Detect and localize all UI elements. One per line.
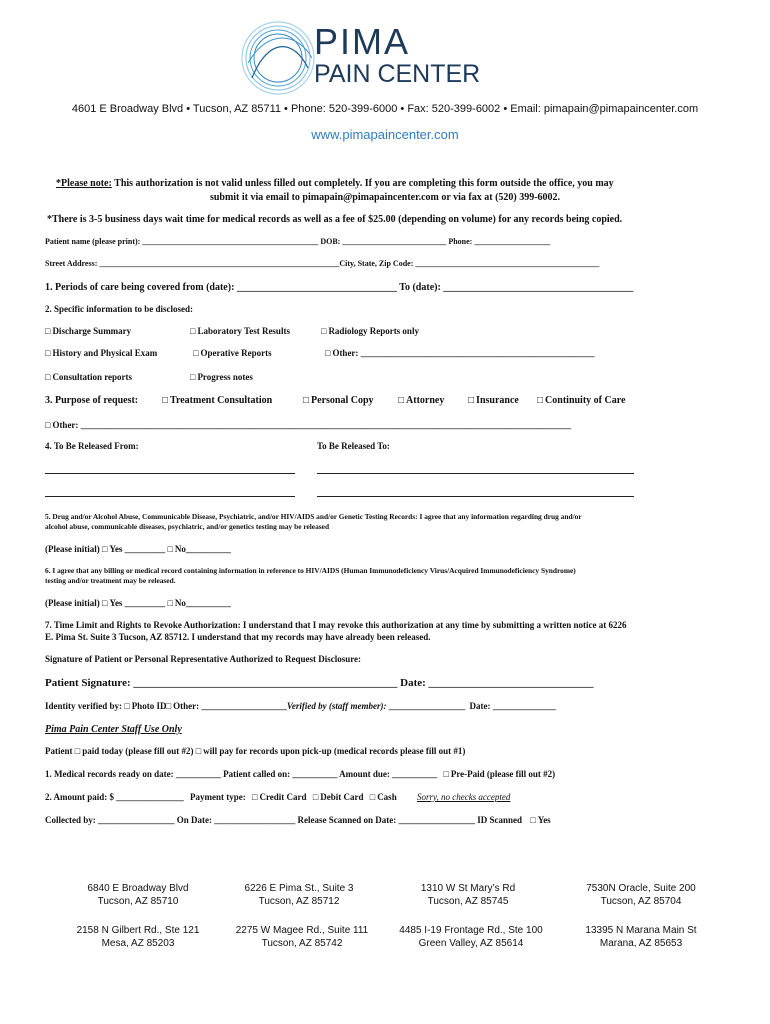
section5-no-checkbox[interactable]: □ No__________ [167, 544, 230, 554]
office-address: 2275 W Magee Rd., Suite 111 [235, 925, 369, 936]
id-scanned-yes-checkbox[interactable]: □ Yes [530, 815, 550, 825]
amount-paid-field[interactable]: 2. Amount paid: $ _______________ [45, 792, 184, 802]
section7-text-line2: E. Pima St. Suite 3 Tucson, AZ 85712. I understand that my records may have already been released. [45, 632, 431, 642]
office-address: 13395 N Marana Main St [585, 925, 697, 936]
office-city: Tucson, AZ 85742 [261, 938, 343, 949]
please-note-line2: submit it via email to pimapain@pimapaincenter.com or via fax at (520) 399-6002. [209, 192, 561, 203]
section6-no-checkbox[interactable]: □ No__________ [167, 598, 230, 608]
released-to-line-2[interactable] [317, 496, 634, 497]
street-address-line[interactable]: Street Address: ____________________________________________________________City, State, Zip Code: ______________________________________________ [45, 259, 600, 268]
staff-patient-label: Patient [45, 746, 73, 756]
checkbox-laboratory-results[interactable]: □ Laboratory Test Results [190, 326, 290, 336]
paid-today-checkbox[interactable]: □ paid today (please fill out #2) [75, 746, 194, 756]
office-location [50, 924, 226, 950]
checkbox-history-physical[interactable]: □ History and Physical Exam [45, 348, 157, 358]
checkbox-other-info[interactable]: □ Other: ____________________________________________________ [325, 348, 595, 358]
office-address: 6840 E Broadway Blvd [87, 883, 189, 894]
signature-heading: Signature of Patient or Personal Representative Authorized to Request Disclosure: [45, 654, 362, 664]
section5-initial-row [45, 544, 231, 554]
office-location [58, 882, 218, 908]
checkbox-discharge-summary[interactable]: □ Discharge Summary [45, 326, 131, 336]
checkbox-radiology-reports[interactable]: □ Radiology Reports only [321, 326, 419, 336]
office-city: Tucson, AZ 85710 [97, 896, 179, 907]
staff-line1-row [45, 769, 555, 779]
checkbox-personal-copy[interactable]: □ Personal Copy [303, 395, 374, 406]
periods-of-care-line[interactable]: 1. Periods of care being covered from (date): ________________________________ To (date): ______________________________________ [45, 282, 634, 293]
checkbox-progress-notes[interactable]: □ Progress notes [190, 372, 253, 382]
specific-info-title: 2. Specific information to be disclosed: [45, 304, 193, 314]
prepaid-checkbox[interactable]: □ Pre-Paid (please fill out #2) [443, 769, 555, 779]
please-note-line1 [56, 178, 614, 189]
office-address: 4485 I-19 Frontage Rd., Ste 100 [399, 925, 543, 936]
photo-id-checkbox[interactable]: □ Photo ID [124, 701, 166, 711]
staff-payment-row [45, 792, 510, 802]
office-location [388, 882, 548, 908]
staff-patient-row [45, 746, 465, 756]
office-location [561, 882, 721, 908]
office-city: Green Valley, AZ 85614 [418, 938, 524, 949]
checkbox-treatment-consultation[interactable]: □ Treatment Consultation [162, 395, 272, 406]
please-note-text: This authorization is not valid unless filled out completely. If you are completing this form outside the office, you may [111, 178, 614, 189]
released-from-label: 4. To Be Released From: [45, 441, 139, 451]
checkbox-other-purpose[interactable]: □ Other: _____________________________________________________________________________________________________________ [45, 420, 571, 430]
section6-text-line2: testing and/or treatment may be released. [45, 576, 176, 585]
released-to-label: To Be Released To: [317, 441, 390, 451]
checkbox-attorney[interactable]: □ Attorney [398, 395, 444, 406]
logo [238, 20, 500, 98]
logo-circle-icon [238, 18, 318, 98]
checkbox-consultation-reports[interactable]: □ Consultation reports [45, 372, 132, 382]
office-city: Marana, AZ 85653 [599, 938, 683, 949]
checkbox-continuity-of-care[interactable]: □ Continuity of Care [537, 395, 625, 406]
logo-subtitle: PAIN CENTER [314, 60, 481, 88]
office-city: Mesa, AZ 85203 [101, 938, 175, 949]
office-address: 6226 E Pima St., Suite 3 [244, 883, 354, 894]
office-address: 2158 N Gilbert Rd., Ste 121 [76, 925, 200, 936]
website-link[interactable] [0, 127, 770, 142]
section6-initial-label: (Please initial) [45, 598, 100, 608]
office-location [383, 924, 559, 950]
please-note-label: *Please note: [56, 178, 112, 189]
section6-initial-row [45, 598, 231, 608]
section7-text-line1: 7. Time Limit and Rights to Revoke Authorization: I understand that I may revoke this authorization at any time by submitting a written notice at 6226 [45, 620, 627, 630]
released-from-line-1[interactable] [45, 473, 295, 474]
patient-signature-line[interactable]: Patient Signature: ________________________________________________ Date: ______________________________ [45, 677, 594, 689]
verified-by-label: Verified by (staff member): [286, 701, 387, 711]
section5-yes-checkbox[interactable]: □ Yes _________ [102, 544, 165, 554]
identity-verified-label: Identity verified by: [45, 701, 122, 711]
no-checks-note: Sorry, no checks accepted [416, 792, 511, 802]
wait-time-note: *There is 3-5 business days wait time for medical records as well as a fee of $25.00 (depending on volume) for any records being copied. [47, 214, 623, 225]
website-anchor[interactable]: www.pimapaincenter.com [311, 127, 459, 142]
office-city: Tucson, AZ 85712 [258, 896, 340, 907]
pay-on-pickup-checkbox[interactable]: □ will pay for records upon pick-up (medical records please fill out #1) [196, 746, 466, 756]
office-city: Tucson, AZ 85745 [427, 896, 509, 907]
office-address: 7530N Oracle, Suite 200 [586, 883, 696, 894]
staff-use-heading: Pima Pain Center Staff Use Only [45, 724, 182, 735]
section5-text-line1: 5. Drug and/or Alcohol Abuse, Communicable Disease, Psychiatric, and/or HIV/AIDS and/or Genetic Testing Records: I agree that any information regarding drug and/or [45, 512, 582, 521]
collected-by-row [45, 815, 551, 825]
office-location [561, 924, 721, 950]
patient-name-line[interactable]: Patient name (please print): ____________________________________________ DOB: __________________________ Phone: ___________________ [45, 237, 551, 246]
verified-by-blank[interactable]: _________________ [388, 701, 466, 711]
checkbox-operative-reports[interactable]: □ Operative Reports [193, 348, 272, 358]
released-to-line-1[interactable] [317, 473, 634, 474]
section5-initial-label: (Please initial) [45, 544, 100, 554]
office-location [219, 882, 379, 908]
office-city: Tucson, AZ 85704 [600, 896, 682, 907]
office-address: 1310 W St Mary’s Rd [420, 883, 516, 894]
debit-card-checkbox[interactable]: □ Debit Card [313, 792, 364, 802]
payment-type-label: Payment type: [190, 792, 246, 802]
medical-records-ready-line[interactable]: 1. Medical records ready on date: __________ Patient called on: __________ Amount due: __________ [45, 769, 438, 779]
released-from-line-2[interactable] [45, 496, 295, 497]
cash-checkbox[interactable]: □ Cash [370, 792, 397, 802]
identity-verified-row [45, 701, 556, 711]
checkbox-insurance[interactable]: □ Insurance [468, 395, 519, 406]
credit-card-checkbox[interactable]: □ Credit Card [252, 792, 307, 802]
purpose-title: 3. Purpose of request: [45, 395, 139, 406]
section6-text-line1: 6. I agree that any billing or medical record containing information in reference to HIV/AIDS (Human Immunodeficiency Virus/Acquired Immunodeficiency Syndrome) [45, 566, 576, 575]
section6-yes-checkbox[interactable]: □ Yes _________ [102, 598, 165, 608]
office-location [214, 924, 390, 950]
collected-by-line[interactable]: Collected by: _________________ On Date: __________________ Release Scanned on Date: _________________ ID Scanned [45, 815, 522, 825]
section5-text-line2: alcohol abuse, communicable diseases, psychiatric, and/or genetics testing may be released [45, 522, 330, 531]
identity-other-checkbox[interactable]: □ Other: ___________________ [166, 701, 287, 711]
logo-title: PIMA [314, 21, 411, 62]
contact-line: 4601 E Broadway Blvd • Tucson, AZ 85711 • Phone: 520-399-6000 • Fax: 520-399-6002 • Email: pimapain@pimapaincenter.com [71, 103, 699, 115]
identity-date-field[interactable]: Date: ______________ [469, 701, 556, 711]
